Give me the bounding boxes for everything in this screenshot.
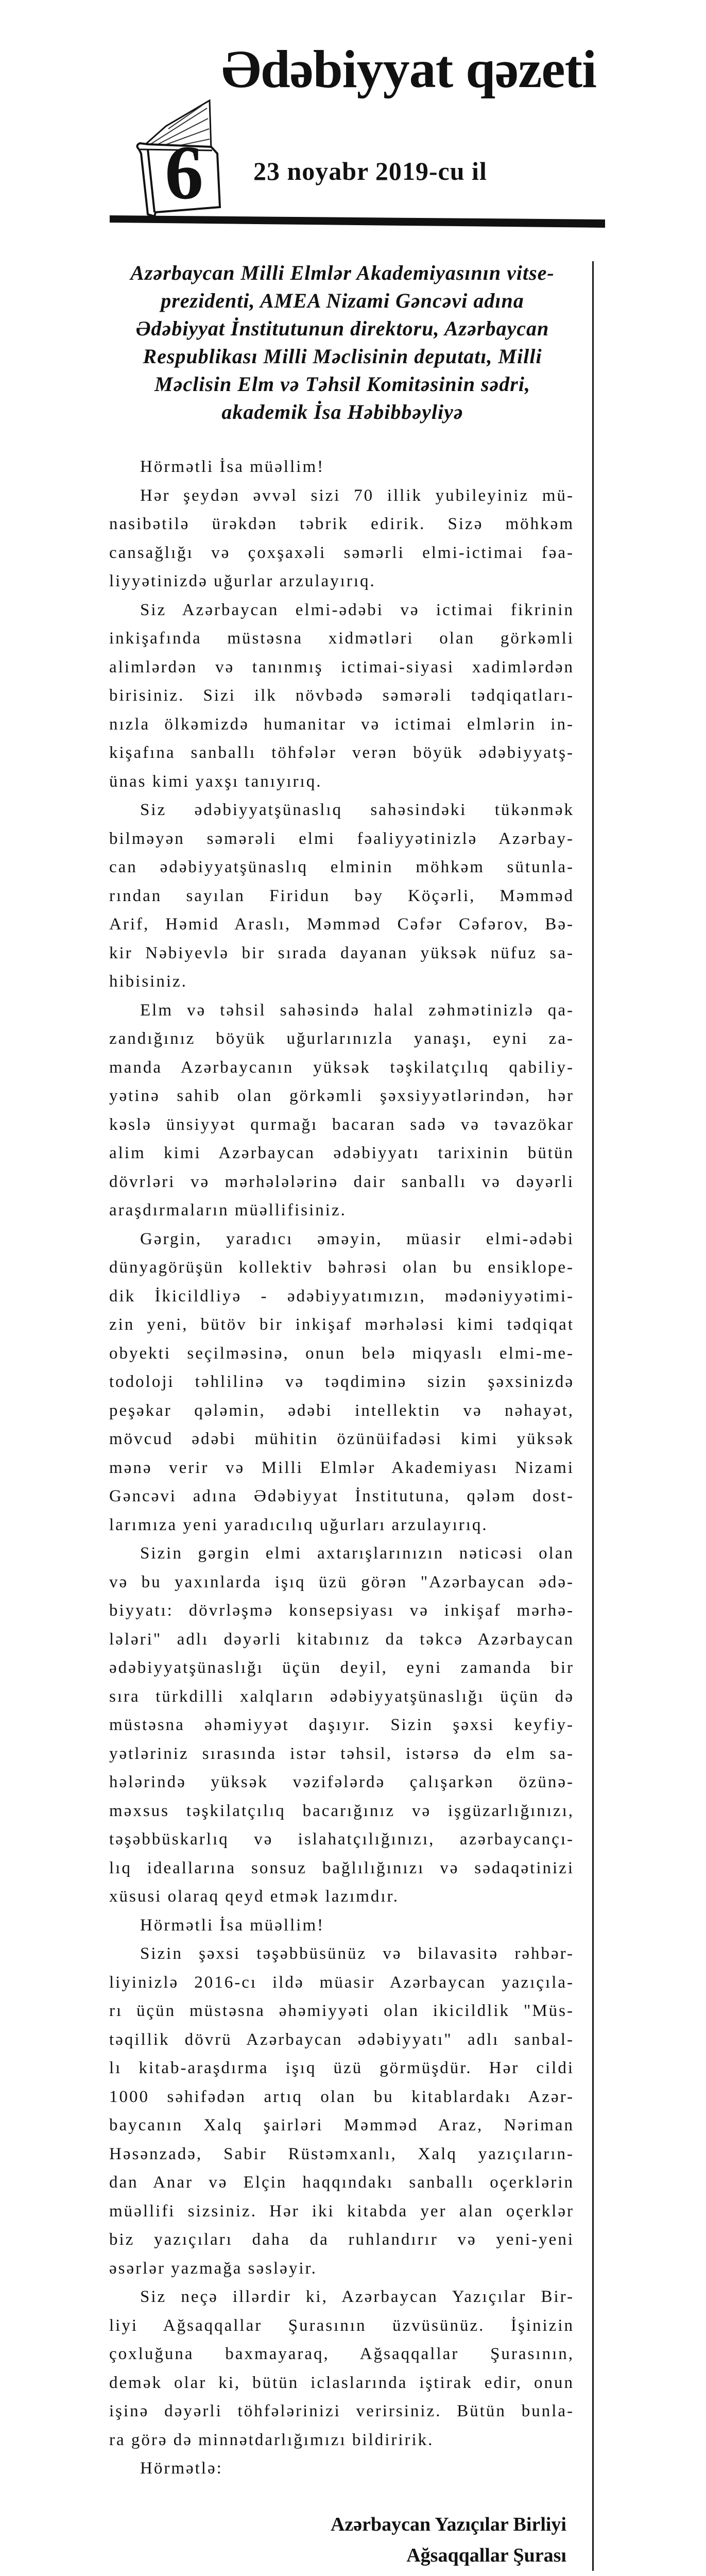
book-icon bbox=[119, 98, 225, 216]
text-line: müstəsna əhəmiyyət daşıyır. Sizin şəxsi keyfiy- bbox=[109, 1716, 574, 1734]
text-line: lələri" adlı dəyərli kitabınız da təkcə Azərbaycan bbox=[109, 1630, 574, 1649]
text-line: mənə verir və Milli Elmlər Akademiyası Nizami bbox=[109, 1458, 574, 1477]
text-line: inkişafında müstəsna xidmətləri olan görkəmli bbox=[109, 629, 574, 648]
paragraph bbox=[109, 2454, 574, 2483]
text-line: dik İkicildliyə - ədəbiyyatımızın, mədəniyyətimi- bbox=[109, 1286, 574, 1306]
text-line: cansağlığı və çoxşaxəli səmərli elmi-ictimai fəa- bbox=[109, 543, 574, 562]
text-line: kir Nəbiyevlə bir sırada dayanan yüksək nüfuz sa- bbox=[109, 943, 574, 962]
addressee-line: akademik İsa Həbibbəyliyə bbox=[221, 400, 463, 423]
text-line: çoxluğuna baxmayaraq, Ağsaqqallar Şurasının, bbox=[109, 2345, 574, 2363]
text-line: biyyatı: dövrləşmə konsepsiyası və inkişaf mərhə- bbox=[109, 1601, 574, 1620]
text-line: yətləriniz sırasında istər təhsil, istərsə də elm sa- bbox=[109, 1744, 574, 1763]
text-line: hələrində yüksək vəzifələrdə çalışarkən özünə- bbox=[109, 1773, 574, 1791]
text-line: can ədəbiyyatşünaslıq elminin möhkəm sütunla- bbox=[109, 858, 574, 876]
text-line: todoloji təhlilinə və təqdiminə sizin şəxsinizdə bbox=[109, 1372, 574, 1391]
text-line: liyyətinizdə uğurlar arzulayırıq. bbox=[109, 572, 376, 590]
text-line: hibisiniz. bbox=[109, 972, 187, 991]
text-line: təşəbbüskarlıq və islahatçılığınızı, azərbaycançı- bbox=[109, 1830, 574, 1849]
text-line: Siz Azərbaycan elmi-ədəbi və ictimai fikrinin bbox=[140, 600, 574, 619]
text-line: Hörmətli İsa müəllim! bbox=[140, 1916, 325, 1935]
text-line: demək olar ki, bütün iclaslarında iştirak edir, onun bbox=[109, 2373, 574, 2392]
signature-line: Ağsaqqallar Şurası bbox=[406, 2545, 566, 2566]
text-line: Həsənzadə, Sabir Rüstəmxanlı, Xalq yazıçıların- bbox=[109, 2144, 574, 2163]
addressee-line: Respublikası Milli Məclisinin deputatı, Milli bbox=[143, 345, 542, 368]
text-line: liyinizlə 2016-cı ildə müasir Azərbaycan yazıçıla- bbox=[109, 1973, 574, 1992]
paragraph bbox=[109, 453, 574, 482]
page-number: 6 bbox=[165, 130, 203, 215]
text-line: yətinə sahib olan görkəmli şəxsiyyətlərindən, hər bbox=[109, 1087, 574, 1105]
text-line: larımıza yeni yaradıcılıq uğurları arzulayırıq. bbox=[109, 1515, 488, 1534]
text-line: kişafına sanballı töhfələr verən böyük ədəbiyyatş- bbox=[109, 743, 574, 762]
text-line: Arif, Həmid Araslı, Məmməd Cəfər Cəfərov, Bə- bbox=[109, 915, 574, 934]
text-line: araşdırmaların müəllifisiniz. bbox=[109, 1201, 347, 1219]
text-line: işinə dəyərli töhfələrinizi verirsiniz. Bütün bunla- bbox=[109, 2402, 574, 2420]
text-line: Sizin gərgin elmi axtarışlarınızın nəticəsi olan bbox=[140, 1544, 574, 1563]
text-line: müəllifi sizsiniz. Hər iki kitabda yer alan oçerklər bbox=[109, 2201, 574, 2221]
text-line: rı üçün müstəsna əhəmiyyəti olan ikicildlik "Müs- bbox=[109, 2002, 574, 2020]
masthead-rule bbox=[106, 211, 610, 232]
text-line: lıq ideallarına sonsuz bağlılığınızı və sədaqətinizi bbox=[109, 1858, 574, 1877]
text-line: rından sayılan Firidun bəy Köçərli, Məmməd bbox=[109, 886, 574, 905]
text-line: zandığınız böyük uğurlarınızla yanaşı, eyni za- bbox=[109, 1029, 574, 1048]
text-line: nasibətilə ürəkdən təbrik edirik. Sizə möhkəm bbox=[109, 515, 574, 533]
text-line: Hörmətli İsa müəllim! bbox=[140, 457, 325, 476]
text-line: dövrləri və mərhələlərinə dair sanballı və dəyərli bbox=[109, 1172, 574, 1191]
text-line: birisiniz. Sizi ilk növbədə səmərəli tədqiqatları- bbox=[109, 686, 574, 705]
text-line: alimlərdən və tanınmış ictimai-siyasi xadimlərdən bbox=[109, 657, 574, 676]
text-line: zin yeni, bütöv bir inkişaf mərhələsi kimi tədqiqat bbox=[109, 1315, 574, 1334]
text-line: xüsusi olaraq qeyd etmək lazımdır. bbox=[109, 1887, 399, 1906]
text-line: Hər şeydən əvvəl sizi 70 illik yubileyiniz mü- bbox=[140, 486, 574, 505]
text-line: ədəbiyyatşünaslığı üçün deyil, eyni zamanda bir bbox=[109, 1658, 574, 1677]
text-line: Gəncəvi adına Ədəbiyyat İnstitutuna, qələm dost- bbox=[109, 1487, 574, 1505]
text-line: Sizin şəxsi təşəbbüsünüz və bilavasitə rəhbər- bbox=[140, 1944, 574, 1963]
text-line: peşəkar qələmin, ədəbi intellektin və nəhayət, bbox=[109, 1401, 574, 1420]
paragraph bbox=[109, 1225, 574, 1540]
text-line: məxsus təşkilatçılıq bacarığınız və işgüzarlığınızı, bbox=[109, 1801, 574, 1820]
addressee-line: Azərbaycan Milli Elmlər Akademiyasının vitse- bbox=[130, 261, 555, 284]
text-line: Hörmətlə: bbox=[140, 2459, 223, 2478]
addressee-line: Ədəbiyyat İnstitutunun direktoru, Azərbaycan bbox=[135, 317, 549, 340]
text-line: bilməyən səmərəli elmi fəaliyyətinizlə Azərbay- bbox=[109, 829, 574, 848]
text-line: kəslə ünsiyyət qurmağı bacaran sadə və təvazökar bbox=[109, 1115, 574, 1134]
letter-body bbox=[109, 453, 574, 2483]
paragraph bbox=[109, 796, 574, 996]
column-divider bbox=[592, 261, 594, 2571]
addressee-line: Məclisin Elm və Təhsil Komitəsinin sədri, bbox=[154, 372, 530, 396]
text-line: Siz ədəbiyyatşünaslıq sahəsindəki tükənmək bbox=[140, 801, 574, 819]
text-line: təqillik dövrü Azərbaycan ədəbiyyatı" adlı sanbal- bbox=[109, 2030, 574, 2049]
signature-line: Azərbaycan Yazıçılar Birliyi bbox=[330, 2514, 566, 2535]
text-line: və bu yaxınlarda işıq üzü görən "Azərbaycan ədə- bbox=[109, 1572, 574, 1591]
issue-date: 23 noyabr 2019-cu il bbox=[253, 157, 487, 185]
text-line: Elm və təhsil sahəsində halal zəhmətinizlə qa- bbox=[140, 1001, 574, 1020]
text-line: mövcud ədəbi mühitin özünüifadəsi kimi yüksək bbox=[109, 1430, 574, 1448]
text-line: sıra türkdilli xalqların ədəbiyyatşünaslığı üçün də bbox=[109, 1687, 574, 1706]
text-line: ra görə də minnətdarlığımızı bildiririk. bbox=[109, 2430, 434, 2449]
text-line: əsərlər yazmağa səsləyir. bbox=[109, 2259, 317, 2278]
text-line: ünas kimi yaxşı tanıyırıq. bbox=[109, 772, 322, 791]
paragraph bbox=[109, 1940, 574, 2283]
text-line: dünyagörüşün kollektiv bəhrəsi olan bu ensiklope- bbox=[109, 1258, 574, 1277]
paragraph bbox=[109, 996, 574, 1225]
text-line: lı kitab-araşdırma işıq üzü görmüşdür. Hər cildi bbox=[109, 2059, 574, 2077]
signature-block bbox=[257, 2509, 566, 2571]
text-line: baycanın Xalq şairləri Məmməd Araz, Nəriman bbox=[109, 2116, 574, 2134]
addressee-block bbox=[103, 259, 582, 426]
text-line: Gərgin, yaradıcı əməyin, müasir elmi-ədəbi bbox=[140, 1229, 574, 1248]
text-line: 1000 səhifədən artıq olan bu kitablardakı Azər- bbox=[109, 2087, 574, 2106]
text-line: liyi Ağsaqqallar Şurasının üzvüsünüz. İşinizin bbox=[109, 2316, 574, 2335]
text-line: manda Azərbaycanın yüksək təşkilatçılıq qabiliy- bbox=[109, 1058, 574, 1077]
text-line: obyekti seçilməsinə, onun belə miqyaslı elmi-me- bbox=[109, 1344, 574, 1363]
text-line: Siz neçə illərdir ki, Azərbaycan Yazıçılar Bir- bbox=[140, 2287, 574, 2306]
text-line: alim kimi Azərbaycan ədəbiyyatı tarixinin bütün bbox=[109, 1144, 574, 1162]
paragraph bbox=[109, 596, 574, 796]
paragraph bbox=[109, 2283, 574, 2454]
paragraph bbox=[109, 1539, 574, 1911]
paragraph bbox=[109, 1911, 574, 1940]
paragraph bbox=[109, 482, 574, 596]
text-line: biz yazıçıları daha da ruhlandırır və yeni-yeni bbox=[109, 2230, 574, 2249]
text-line: dan Anar və Elçin haqqındakı sanballı oçerklərin bbox=[109, 2173, 574, 2192]
newspaper-title: Ədəbiyyat qəzeti bbox=[221, 40, 597, 99]
addressee-line: prezidenti, AMEA Nizami Gəncəvi adına bbox=[161, 289, 524, 312]
text-line: nızla ölkəmizdə humanitar və ictimai elmlərin in- bbox=[109, 715, 574, 734]
